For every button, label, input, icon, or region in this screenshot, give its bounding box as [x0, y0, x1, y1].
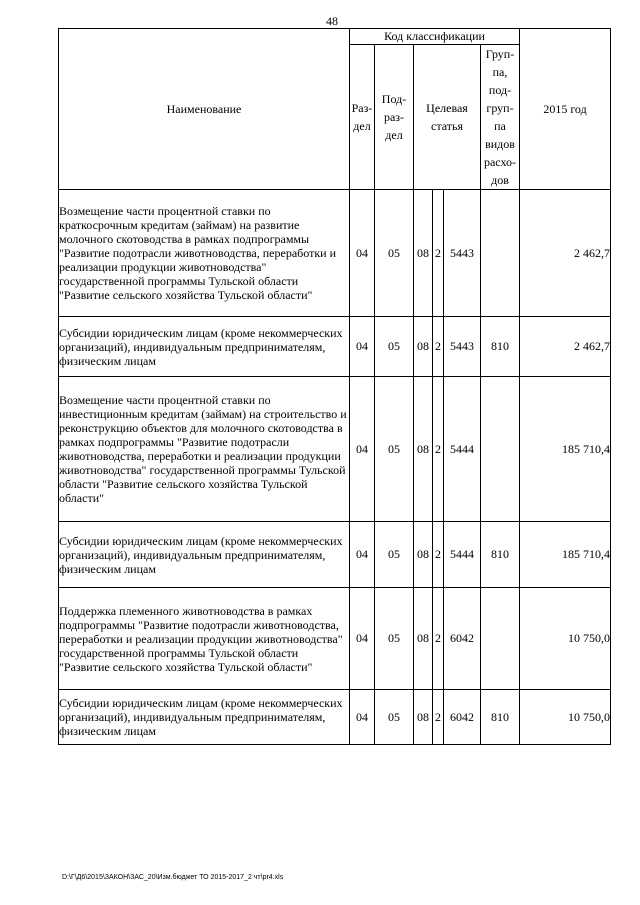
row-section: 04: [350, 588, 375, 690]
row-target-2: 2: [433, 588, 444, 690]
row-amount: 2 462,7: [520, 190, 611, 317]
row-subsection: 05: [375, 690, 414, 745]
header-year: 2015 год: [520, 29, 611, 190]
row-amount: 10 750,0: [520, 588, 611, 690]
row-name: Поддержка племенного животноводства в рамках подпрограммы "Развитие подотрасли животноводства, переработки и реализации продукции животноводства" государственной программы Тульской области "Развитие сельского хозяйства Тульской области": [59, 588, 350, 690]
row-target-1: 08: [414, 377, 433, 522]
row-target-1: 08: [414, 317, 433, 377]
table-row: [59, 690, 611, 745]
row-amount: 185 710,4: [520, 377, 611, 522]
row-amount: 2 462,7: [520, 317, 611, 377]
row-target-3: 6042: [444, 690, 481, 745]
row-target-3: 5444: [444, 377, 481, 522]
row-target-2: 2: [433, 690, 444, 745]
row-target-1: 08: [414, 190, 433, 317]
row-name: Субсидии юридическим лицам (кроме некоммерческих организаций), индивидуальным предпринимателям, физическим лицам: [59, 690, 350, 745]
row-amount: 185 710,4: [520, 522, 611, 588]
budget-table: [58, 28, 611, 745]
page-number: 48: [326, 14, 338, 28]
row-subsection: 05: [375, 377, 414, 522]
row-target-1: 08: [414, 588, 433, 690]
row-section: 04: [350, 522, 375, 588]
row-group: [481, 588, 520, 690]
footer-file-path: D:\Г\Д6\2015\ЗАКОН\ЗАС_20\Изм.бюджет ТО 2015-2017_2 чт\pr4.xls: [62, 874, 284, 881]
row-target-2: 2: [433, 317, 444, 377]
row-group: 810: [481, 317, 520, 377]
row-target-3: 5443: [444, 317, 481, 377]
table-row: [59, 588, 611, 690]
table-row: [59, 190, 611, 317]
row-amount: 10 750,0: [520, 690, 611, 745]
row-target-1: 08: [414, 522, 433, 588]
header-classification: Код классификации: [350, 29, 520, 45]
row-group: [481, 377, 520, 522]
row-section: 04: [350, 317, 375, 377]
row-name: Субсидии юридическим лицам (кроме некоммерческих организаций), индивидуальным предпринимателям, физическим лицам: [59, 522, 350, 588]
row-group: 810: [481, 690, 520, 745]
row-subsection: 05: [375, 522, 414, 588]
row-name: Субсидии юридическим лицам (кроме некоммерческих организаций), индивидуальным предпринимателям, физическим лицам: [59, 317, 350, 377]
row-target-2: 2: [433, 377, 444, 522]
row-target-3: 5444: [444, 522, 481, 588]
row-name: Возмещение части процентной ставки по инвестиционным кредитам (займам) на строительство и реконструкцию объектов для молочного скотоводства в рамках подпрограммы "Развитие подотрасли животноводства, переработки и реализации продукции животноводства" государственной программы Тульской области "Развитие сельского хозяйства Тульской области": [59, 377, 350, 522]
header-subsection: Под- раз- дел: [375, 45, 414, 190]
row-section: 04: [350, 190, 375, 317]
header-name: Наименование: [59, 29, 350, 190]
row-target-1: 08: [414, 690, 433, 745]
row-subsection: 05: [375, 317, 414, 377]
row-group: [481, 190, 520, 317]
row-subsection: 05: [375, 190, 414, 317]
row-target-2: 2: [433, 190, 444, 317]
table-row: [59, 522, 611, 588]
row-section: 04: [350, 690, 375, 745]
row-name: Возмещение части процентной ставки по краткосрочным кредитам (займам) на развитие молочного скотоводства в рамках подпрограммы "Развитие подотрасли животноводства, переработки и реализации продукции животноводства" государственной программы Тульской области "Развитие сельского хозяйства Тульской области": [59, 190, 350, 317]
row-subsection: 05: [375, 588, 414, 690]
row-target-3: 6042: [444, 588, 481, 690]
row-group: 810: [481, 522, 520, 588]
table-row: [59, 317, 611, 377]
header-expense-group: Груп- па, под- груп- па видов расхо- дов: [481, 45, 520, 190]
header-section: Раз- дел: [350, 45, 375, 190]
row-target-2: 2: [433, 522, 444, 588]
header-target-article: Целевая статья: [414, 45, 481, 190]
row-target-3: 5443: [444, 190, 481, 317]
row-section: 04: [350, 377, 375, 522]
table-row: [59, 377, 611, 522]
